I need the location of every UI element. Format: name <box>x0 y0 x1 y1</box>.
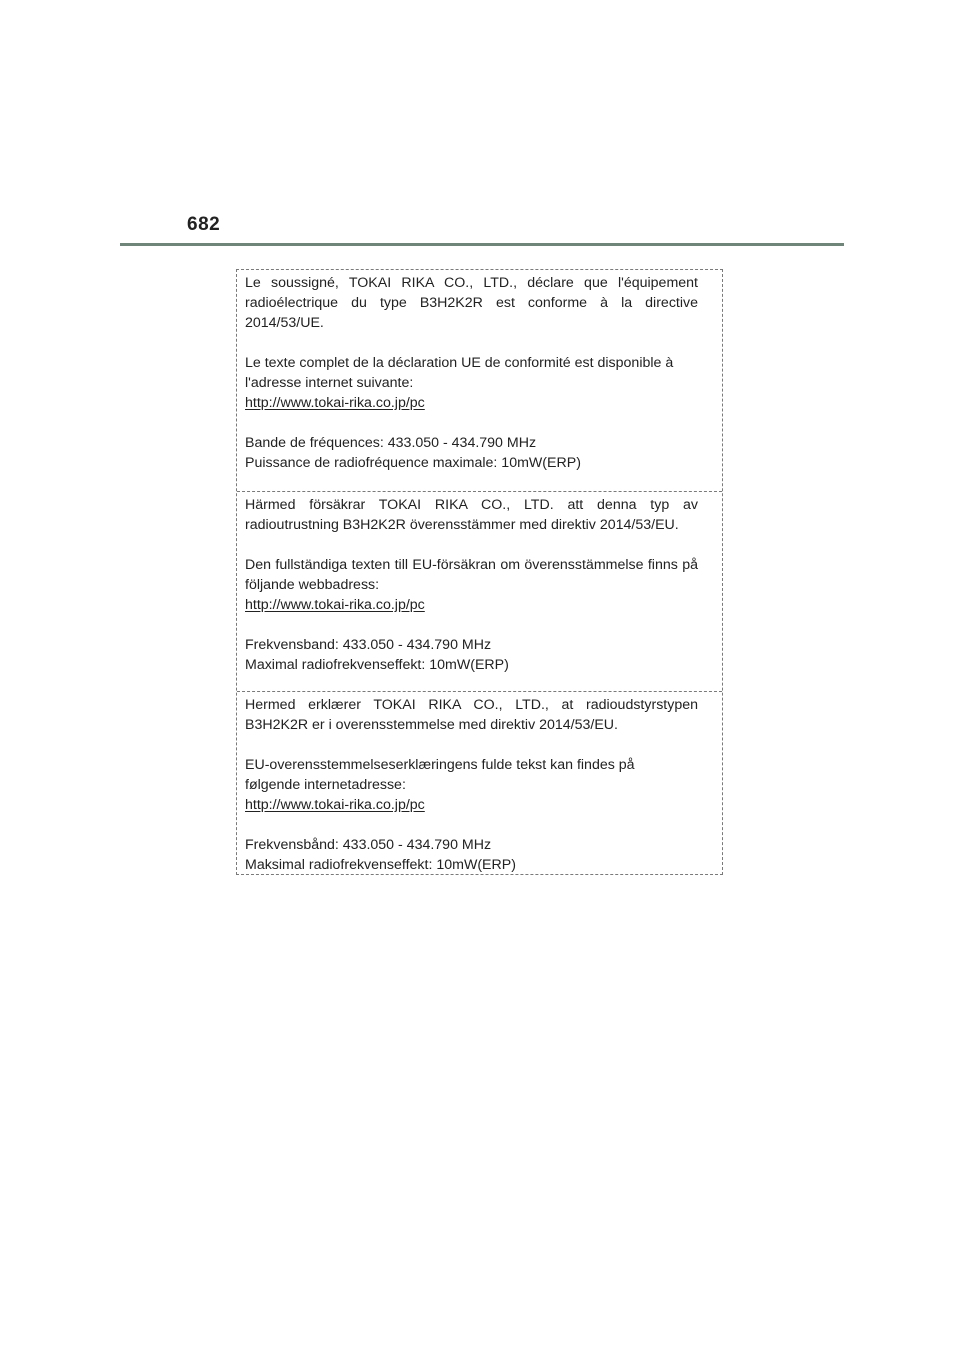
declaration-text: Hermed erklærer TOKAI RIKA CO., LTD., at radioudstyrstypen B3H2K2R er i overensstemmelse med direktiv 2014/53/EU. <box>245 697 698 733</box>
max-power-text: Maximal radiofrekvenseffekt: 10mW(ERP) <box>245 657 509 673</box>
page-number: 682 <box>187 214 221 235</box>
frequency-band-text: Bande de fréquences: 433.050 - 434.790 MHz <box>245 435 537 451</box>
max-power-text: Puissance de radiofréquence maximale: 10mW(ERP) <box>245 455 581 471</box>
header-divider <box>120 243 844 246</box>
declaration-section-swedish <box>237 491 722 691</box>
frequency-band-text: Frekvensbånd: 433.050 - 434.790 MHz <box>245 837 492 853</box>
declaration-section-danish <box>237 691 722 874</box>
availability-text: Den fullständiga texten till EU-försäkran om överensstämmelse finns på följande webbadress: <box>245 557 698 593</box>
declaration-url-link[interactable]: http://www.tokai-rika.co.jp/pc <box>245 797 425 813</box>
declaration-url-link[interactable]: http://www.tokai-rika.co.jp/pc <box>245 597 425 613</box>
availability-text <box>245 755 698 795</box>
availability-line: EU-overensstemmelseserklæringens fulde tekst kan findes på <box>245 757 635 773</box>
declaration-section-french <box>237 270 722 491</box>
max-power-text: Maksimal radiofrekvenseffekt: 10mW(ERP) <box>245 857 516 873</box>
availability-text: Le texte complet de la déclaration UE de conformité est disponible à l'adresse internet suivante: <box>245 355 674 391</box>
declaration-text: Le soussigné, TOKAI RIKA CO., LTD., déclare que l'équipement radioélectrique du type B3H2K2R est conforme à la directive 2014/53/UE. <box>245 275 698 331</box>
frequency-band-text: Frekvensband: 433.050 - 434.790 MHz <box>245 637 492 653</box>
declaration-box <box>236 269 723 875</box>
declaration-text: Härmed försäkrar TOKAI RIKA CO., LTD. att denna typ av radioutrustning B3H2K2R överensstämmer med direktiv 2014/53/EU. <box>245 497 698 533</box>
availability-line: følgende internetadresse: <box>245 777 406 793</box>
declaration-url-link[interactable]: http://www.tokai-rika.co.jp/pc <box>245 395 425 411</box>
